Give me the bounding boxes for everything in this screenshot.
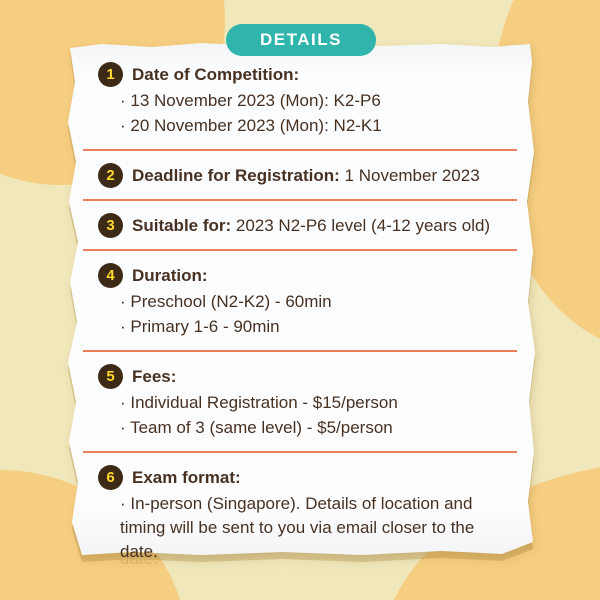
section-divider: [83, 249, 517, 251]
item-body: [120, 290, 512, 339]
number-badge-label: 6: [106, 469, 115, 486]
detail-line: · Preschool (N2-K2) - 60min: [120, 292, 332, 311]
section-divider: [83, 350, 517, 352]
item-heading: Fees:: [132, 366, 177, 386]
list-item: [98, 465, 514, 564]
item-heading: Duration:: [132, 265, 208, 285]
number-badge: [98, 263, 123, 288]
number-badge: [98, 62, 123, 87]
details-badge: [226, 24, 376, 56]
details-list: [62, 42, 538, 561]
item-heading: Exam format:: [132, 467, 241, 487]
item-heading: Date of Competition:: [132, 64, 300, 84]
section-divider: [83, 149, 517, 151]
number-badge: [98, 213, 123, 238]
item-body: [120, 492, 512, 564]
number-badge-label: 1: [106, 66, 115, 83]
number-badge: [98, 163, 123, 188]
number-badge: [98, 364, 123, 389]
section-divider: [83, 451, 517, 453]
list-item: [98, 263, 514, 339]
number-badge-label: 2: [106, 167, 115, 184]
details-card: [62, 42, 538, 561]
number-badge-label: 3: [106, 217, 115, 234]
number-badge: [98, 465, 123, 490]
number-badge-label: 4: [106, 267, 115, 284]
detail-line: · Team of 3 (same level) - $5/person: [120, 418, 393, 437]
list-item: [98, 163, 514, 188]
list-item: [98, 364, 514, 440]
detail-line: · In-person (Singapore). Details of location and timing will be sent to you via email closer to the date.: [120, 494, 475, 561]
item-body: [120, 391, 512, 440]
item-heading: Suitable for: 2023 N2-P6 level (4-12 years old): [132, 215, 491, 235]
detail-line: · Primary 1-6 - 90min: [120, 317, 280, 336]
detail-line: · Individual Registration - $15/person: [120, 393, 398, 412]
detail-line: · 13 November 2023 (Mon): K2-P6: [120, 91, 381, 110]
detail-line: · 20 November 2023 (Mon): N2-K1: [120, 116, 382, 135]
details-badge-label: DETAILS: [260, 30, 342, 49]
item-body: [120, 89, 512, 138]
list-item: [98, 213, 514, 238]
section-divider: [83, 199, 517, 201]
number-badge-label: 5: [106, 368, 115, 385]
list-item: [98, 62, 514, 138]
item-heading: Deadline for Registration: 1 November 2023: [132, 165, 480, 185]
